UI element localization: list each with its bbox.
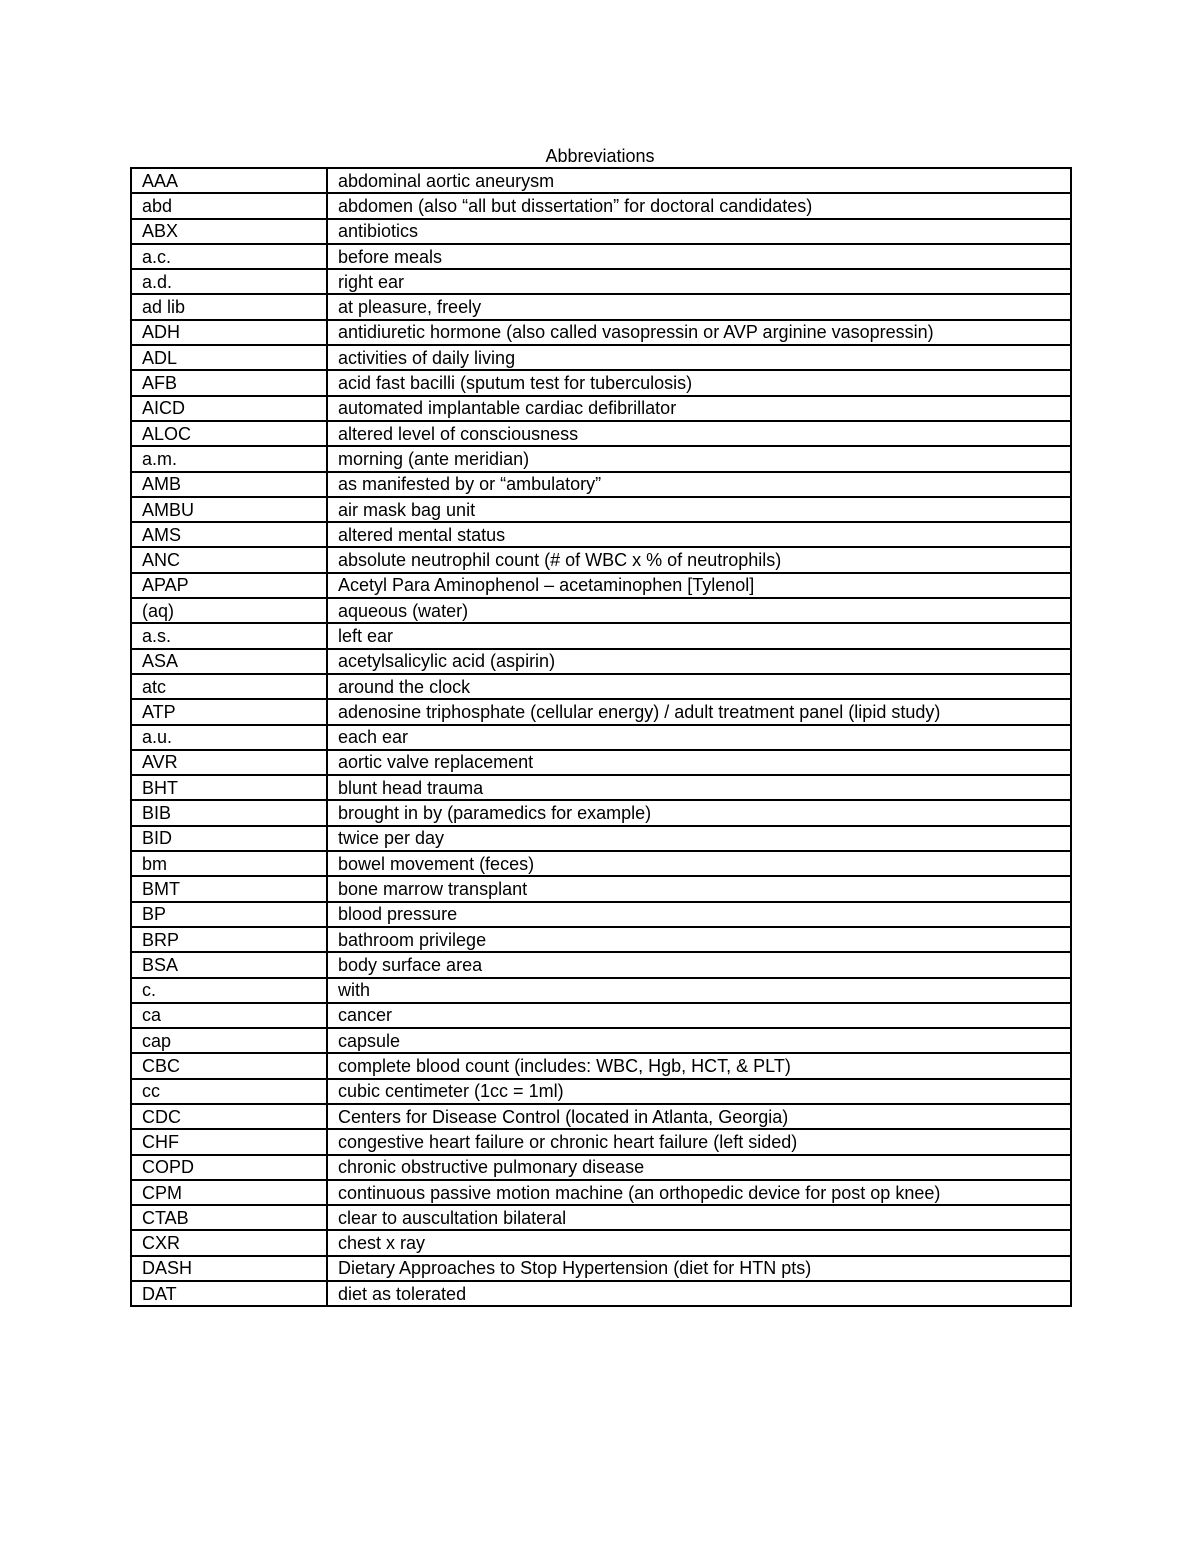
abbreviation-cell: CDC <box>131 1104 327 1129</box>
abbreviation-cell: a.u. <box>131 725 327 750</box>
abbreviation-cell: BID <box>131 826 327 851</box>
table-row <box>131 649 1071 674</box>
table-row <box>131 1230 1071 1255</box>
definition-cell: blood pressure <box>327 902 1071 927</box>
definition-cell: blunt head trauma <box>327 775 1071 800</box>
definition-cell: congestive heart failure or chronic heart failure (left sided) <box>327 1129 1071 1154</box>
definition-cell: abdomen (also “all but dissertation” for doctoral candidates) <box>327 193 1071 218</box>
definition-cell: aortic valve replacement <box>327 750 1071 775</box>
table-row <box>131 396 1071 421</box>
definition-cell: aqueous (water) <box>327 598 1071 623</box>
abbreviation-cell: AAA <box>131 168 327 193</box>
table-row <box>131 775 1071 800</box>
table-row <box>131 497 1071 522</box>
table-row <box>131 320 1071 345</box>
definition-cell: automated implantable cardiac defibrillator <box>327 396 1071 421</box>
table-row <box>131 978 1071 1003</box>
abbreviation-cell: a.m. <box>131 446 327 471</box>
table-row <box>131 244 1071 269</box>
definition-cell: before meals <box>327 244 1071 269</box>
definition-cell: at pleasure, freely <box>327 294 1071 319</box>
abbreviation-cell: AICD <box>131 396 327 421</box>
definition-cell: morning (ante meridian) <box>327 446 1071 471</box>
table-row <box>131 573 1071 598</box>
definition-cell: chest x ray <box>327 1230 1071 1255</box>
abbreviation-cell: cap <box>131 1028 327 1053</box>
table-row <box>131 750 1071 775</box>
definition-cell: diet as tolerated <box>327 1281 1071 1306</box>
abbreviation-cell: c. <box>131 978 327 1003</box>
table-row <box>131 927 1071 952</box>
definition-cell: left ear <box>327 623 1071 648</box>
abbreviation-cell: ca <box>131 1003 327 1028</box>
definition-cell: body surface area <box>327 952 1071 977</box>
table-row <box>131 472 1071 497</box>
abbreviation-cell: ALOC <box>131 421 327 446</box>
abbreviations-table-body <box>131 168 1071 1306</box>
definition-cell: bone marrow transplant <box>327 876 1071 901</box>
abbreviation-cell: BRP <box>131 927 327 952</box>
abbreviation-cell: ad lib <box>131 294 327 319</box>
table-row <box>131 725 1071 750</box>
definition-cell: altered mental status <box>327 522 1071 547</box>
definition-cell: acetylsalicylic acid (aspirin) <box>327 649 1071 674</box>
page-title: Abbreviations <box>545 146 655 166</box>
definition-cell: cancer <box>327 1003 1071 1028</box>
table-row <box>131 1129 1071 1154</box>
abbreviation-cell: ADH <box>131 320 327 345</box>
table-row <box>131 1155 1071 1180</box>
abbreviation-cell: AMS <box>131 522 327 547</box>
definition-cell: activities of daily living <box>327 345 1071 370</box>
table-row <box>131 522 1071 547</box>
definition-cell: Centers for Disease Control (located in Atlanta, Georgia) <box>327 1104 1071 1129</box>
definition-cell: adenosine triphosphate (cellular energy) / adult treatment panel (lipid study) <box>327 699 1071 724</box>
definition-cell: chronic obstructive pulmonary disease <box>327 1155 1071 1180</box>
abbreviation-cell: ABX <box>131 219 327 244</box>
definition-cell: brought in by (paramedics for example) <box>327 800 1071 825</box>
table-row <box>131 421 1071 446</box>
abbreviation-cell: AMB <box>131 472 327 497</box>
abbreviation-cell: BMT <box>131 876 327 901</box>
table-row <box>131 1256 1071 1281</box>
abbreviation-cell: AVR <box>131 750 327 775</box>
table-row <box>131 370 1071 395</box>
definition-cell: absolute neutrophil count (# of WBC x % of neutrophils) <box>327 547 1071 572</box>
table-row <box>131 294 1071 319</box>
definition-cell: complete blood count (includes: WBC, Hgb, HCT, & PLT) <box>327 1053 1071 1078</box>
table-row <box>131 1079 1071 1104</box>
abbreviation-cell: APAP <box>131 573 327 598</box>
table-row <box>131 851 1071 876</box>
table-row <box>131 1281 1071 1306</box>
table-row <box>131 1003 1071 1028</box>
abbreviation-cell: abd <box>131 193 327 218</box>
abbreviation-cell: BSA <box>131 952 327 977</box>
abbreviation-cell: CXR <box>131 1230 327 1255</box>
abbreviation-cell: bm <box>131 851 327 876</box>
abbreviation-cell: ATP <box>131 699 327 724</box>
table-row <box>131 446 1071 471</box>
abbreviation-cell: DASH <box>131 1256 327 1281</box>
table-row <box>131 876 1071 901</box>
definition-cell: capsule <box>327 1028 1071 1053</box>
abbreviation-cell: CTAB <box>131 1205 327 1230</box>
definition-cell: around the clock <box>327 674 1071 699</box>
table-row <box>131 219 1071 244</box>
abbreviation-cell: BIB <box>131 800 327 825</box>
definition-cell: as manifested by or “ambulatory” <box>327 472 1071 497</box>
definition-cell: continuous passive motion machine (an orthopedic device for post op knee) <box>327 1180 1071 1205</box>
abbreviation-cell: AFB <box>131 370 327 395</box>
abbreviation-cell: a.c. <box>131 244 327 269</box>
definition-cell: Acetyl Para Aminophenol – acetaminophen [Tylenol] <box>327 573 1071 598</box>
definition-cell: acid fast bacilli (sputum test for tuberculosis) <box>327 370 1071 395</box>
table-row <box>131 269 1071 294</box>
table-row <box>131 1205 1071 1230</box>
abbreviation-cell: a.d. <box>131 269 327 294</box>
table-row <box>131 345 1071 370</box>
abbreviation-cell: COPD <box>131 1155 327 1180</box>
definition-cell: with <box>327 978 1071 1003</box>
definition-cell: bowel movement (feces) <box>327 851 1071 876</box>
table-row <box>131 826 1071 851</box>
abbreviation-cell: cc <box>131 1079 327 1104</box>
abbreviation-cell: a.s. <box>131 623 327 648</box>
table-row <box>131 674 1071 699</box>
abbreviation-cell: (aq) <box>131 598 327 623</box>
definition-cell: right ear <box>327 269 1071 294</box>
abbreviations-table <box>130 167 1072 1307</box>
abbreviation-cell: CHF <box>131 1129 327 1154</box>
definition-cell: bathroom privilege <box>327 927 1071 952</box>
abbreviation-cell: CBC <box>131 1053 327 1078</box>
abbreviation-cell: BHT <box>131 775 327 800</box>
definition-cell: altered level of consciousness <box>327 421 1071 446</box>
table-row <box>131 598 1071 623</box>
abbreviation-cell: CPM <box>131 1180 327 1205</box>
abbreviation-cell: DAT <box>131 1281 327 1306</box>
definition-cell: abdominal aortic aneurysm <box>327 168 1071 193</box>
table-row <box>131 547 1071 572</box>
table-row <box>131 902 1071 927</box>
abbreviation-cell: BP <box>131 902 327 927</box>
abbreviation-cell: ADL <box>131 345 327 370</box>
table-row <box>131 623 1071 648</box>
abbreviation-cell: atc <box>131 674 327 699</box>
definition-cell: cubic centimeter (1cc = 1ml) <box>327 1079 1071 1104</box>
table-row <box>131 1053 1071 1078</box>
table-row <box>131 168 1071 193</box>
abbreviation-cell: ANC <box>131 547 327 572</box>
definition-cell: antidiuretic hormone (also called vasopressin or AVP arginine vasopressin) <box>327 320 1071 345</box>
definition-cell: air mask bag unit <box>327 497 1071 522</box>
abbreviation-cell: AMBU <box>131 497 327 522</box>
table-row <box>131 800 1071 825</box>
abbreviation-cell: ASA <box>131 649 327 674</box>
definition-cell: Dietary Approaches to Stop Hypertension (diet for HTN pts) <box>327 1256 1071 1281</box>
definition-cell: clear to auscultation bilateral <box>327 1205 1071 1230</box>
definition-cell: twice per day <box>327 826 1071 851</box>
definition-cell: each ear <box>327 725 1071 750</box>
table-row <box>131 1104 1071 1129</box>
table-row <box>131 699 1071 724</box>
table-row <box>131 952 1071 977</box>
table-row <box>131 1028 1071 1053</box>
table-row <box>131 1180 1071 1205</box>
definition-cell: antibiotics <box>327 219 1071 244</box>
table-row <box>131 193 1071 218</box>
